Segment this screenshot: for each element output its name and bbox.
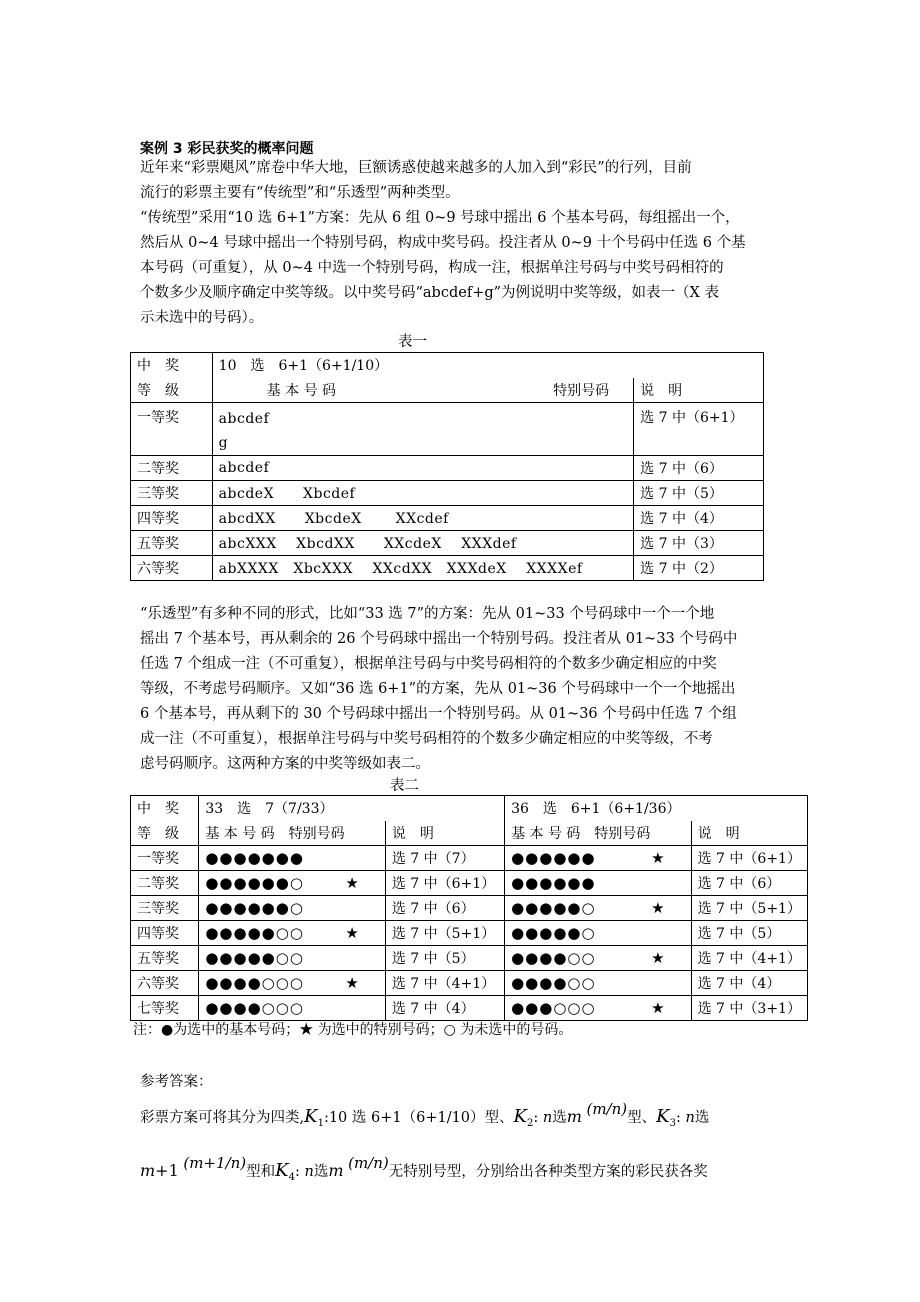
table2-basic-codes: ●●●●●○ bbox=[511, 924, 596, 942]
math-k2-sub: 2 bbox=[526, 1117, 534, 1129]
table1-level: 二等奖 bbox=[131, 456, 213, 481]
table1-caption: 表一 bbox=[398, 334, 427, 350]
table2-note-b: 选 7 中（3+1） bbox=[691, 996, 807, 1021]
table2-level: 一等奖 bbox=[131, 846, 199, 871]
answer-text: : bbox=[533, 1110, 539, 1126]
intro-line: 然后从 0~4 号球中摇出一个特别号码，构成中奖号码。投注者从 0~9 十个号码中任选 6 个基 bbox=[140, 235, 746, 251]
lotto-line: 等级，不考虑号码顺序。又如“36 选 6+1”的方案，先从 01~36 个号码球中一个一个地摇出 bbox=[140, 681, 736, 697]
table1-codes: abcdef bbox=[212, 456, 633, 481]
lotto-line: 虑号码顺序。这两种方案的中奖等级如表二。 bbox=[140, 756, 430, 772]
case-title: 案例 3 彩民获奖的概率问题 bbox=[140, 141, 314, 157]
table1-note: 选 7 中（3） bbox=[634, 531, 764, 556]
math-k3-sub: 3 bbox=[669, 1117, 676, 1129]
math-n: n bbox=[685, 1110, 695, 1126]
table2-note-b: 选 7 中（4） bbox=[691, 971, 807, 996]
answer-text: : bbox=[675, 1110, 681, 1126]
math-m: m bbox=[140, 1161, 156, 1180]
table2-head-basic-b: 基 本 号 码 特别号码 bbox=[505, 821, 692, 846]
table2-head-basic-a: 基 本 号 码 特别号码 bbox=[199, 821, 386, 846]
special-star-icon: ★ bbox=[345, 874, 359, 892]
table1-level: 五等奖 bbox=[131, 531, 213, 556]
math-m: m bbox=[328, 1161, 344, 1180]
math-k1: K bbox=[304, 1106, 318, 1127]
table2-codes-b bbox=[505, 896, 692, 921]
intro-line: 流行的彩票主要有“传统型”和“乐透型”两种类型。 bbox=[140, 185, 460, 201]
table2-note-a: 选 7 中（7） bbox=[385, 846, 504, 871]
intro-line: “传统型”采用“10 选 6+1”方案：先从 6 组 0~9 号球中摇出 6 个基本号码，每组摇出一个， bbox=[140, 210, 740, 226]
table2-level: 二等奖 bbox=[131, 871, 199, 896]
table2-basic-codes: ●●●●○○○ bbox=[205, 974, 304, 992]
table2-note-a: 选 7 中（6+1） bbox=[385, 871, 504, 896]
math-k1-sub: 1 bbox=[317, 1117, 324, 1129]
answer-text: 选 bbox=[552, 1110, 567, 1126]
table2-note-a: 选 7 中（6） bbox=[385, 896, 504, 921]
answer-text: 选 bbox=[694, 1110, 710, 1126]
table2-codes-a bbox=[199, 896, 386, 921]
lotto-line: 成一注（不可重复），根据单注号码与中奖号码相符的个数多少确定相应的中奖等级，不考 bbox=[140, 731, 713, 747]
intro-line: 示未选中的号码）。 bbox=[140, 310, 264, 326]
table1-codes: abcdXX XbcdeX XXcdef bbox=[212, 506, 633, 531]
table2-row bbox=[131, 971, 808, 996]
table2-row bbox=[131, 996, 808, 1021]
table2-basic-codes: ●●●●○○ bbox=[511, 974, 596, 992]
table2-row bbox=[131, 946, 808, 971]
answer-text: :10 选 6+1（6+1/10）型、 bbox=[323, 1110, 514, 1126]
special-star-icon: ★ bbox=[651, 999, 665, 1017]
table2 bbox=[130, 795, 808, 1021]
table2-codes-b bbox=[505, 921, 692, 946]
table2-basic-codes: ●●●●●●○ bbox=[205, 899, 304, 917]
table1 bbox=[130, 352, 764, 581]
table2-basic-codes: ●●●●●●○ bbox=[205, 874, 304, 892]
table2-note-a: 选 7 中（4） bbox=[385, 996, 504, 1021]
table2-codes-b bbox=[505, 971, 692, 996]
table1-codes-special: g bbox=[218, 435, 229, 451]
table1-note: 选 7 中（2） bbox=[634, 556, 764, 581]
math-m: m bbox=[566, 1107, 582, 1126]
answer-line-1 bbox=[140, 1102, 709, 1139]
answer-text: 彩票方案可将其分为四类, bbox=[140, 1110, 305, 1126]
special-star-icon: ★ bbox=[651, 899, 665, 917]
lotto-paragraph bbox=[140, 602, 800, 777]
table2-basic-codes: ●●●●●● bbox=[511, 874, 596, 892]
table2-codes-b bbox=[505, 871, 692, 896]
math-fraction: (m+1/n) bbox=[183, 1154, 247, 1172]
table1-head-special: 特别号码 bbox=[553, 382, 610, 399]
math-k4: K bbox=[275, 1160, 289, 1181]
answer-line-2 bbox=[140, 1156, 708, 1193]
table1-level: 三等奖 bbox=[131, 481, 213, 506]
answer-text: 型和 bbox=[246, 1164, 276, 1180]
table1-codes: abcdeX Xbcdef bbox=[212, 481, 633, 506]
table2-head-level-a: 中 奖 bbox=[131, 796, 199, 821]
table2-note-b: 选 7 中（4+1） bbox=[691, 946, 807, 971]
table1-codes: abXXXX XbcXXX XXcdXX XXXdeX XXXXef bbox=[212, 556, 633, 581]
intro-line: 本号码（可重复），从 0~4 中选一个特别号码，构成一注，根据单注号码与中奖号码相符的 bbox=[140, 260, 724, 276]
table2-head-scheme-b: 36 选 6+1（6+1/36） bbox=[505, 796, 808, 821]
table2-level: 六等奖 bbox=[131, 971, 199, 996]
answer-text: 无特别号型，分别给出各种类型方案的彩民获各奖 bbox=[388, 1164, 708, 1180]
table2-row bbox=[131, 921, 808, 946]
table2-note-a: 选 7 中（5） bbox=[385, 946, 504, 971]
table1-codes bbox=[212, 403, 633, 456]
table1-level: 一等奖 bbox=[131, 403, 213, 456]
math-k2: K bbox=[513, 1106, 527, 1127]
math-plus-one: +1 bbox=[155, 1161, 179, 1180]
table2-level: 七等奖 bbox=[131, 996, 199, 1021]
math-k4-sub: 4 bbox=[288, 1171, 295, 1183]
math-n: n bbox=[542, 1110, 553, 1126]
lotto-line: 摇出 7 个基本号，再从剩余的 26 个号码球中摇出一个特别号码。投注者从 01~33 个号码中 bbox=[140, 631, 738, 647]
table2-basic-codes: ●●●●●○○ bbox=[205, 924, 304, 942]
table1-head-level-b: 等 级 bbox=[131, 378, 213, 403]
answer-heading: 参考答案： bbox=[140, 1074, 213, 1090]
table2-basic-codes: ●●●●●● bbox=[511, 849, 596, 867]
table1-note: 选 7 中（4） bbox=[634, 506, 764, 531]
table2-note-b: 选 7 中（6） bbox=[691, 871, 807, 896]
table2-basic-codes: ●●●●●○○ bbox=[205, 949, 304, 967]
table2-head-level-b: 等 级 bbox=[131, 821, 199, 846]
table2-footnote: 注：●为选中的基本号码；★ 为选中的特别号码；○ 为未选中的号码。 bbox=[133, 1022, 573, 1038]
table1-level: 六等奖 bbox=[131, 556, 213, 581]
table2-row bbox=[131, 871, 808, 896]
table2-codes-a bbox=[199, 996, 386, 1021]
table2-level: 三等奖 bbox=[131, 896, 199, 921]
table2-note-b: 选 7 中（6+1） bbox=[691, 846, 807, 871]
table1-codes-basic: abcdef bbox=[218, 411, 270, 427]
table2-basic-codes: ●●●●○○○ bbox=[205, 999, 304, 1017]
table2-caption: 表二 bbox=[390, 778, 419, 794]
lotto-line: “乐透型”有多种不同的形式，比如“33 选 7”的方案：先从 01~33 个号码球中一个一个地 bbox=[140, 606, 715, 622]
table1-note: 选 7 中（6） bbox=[634, 456, 764, 481]
table1-note: 选 7 中（6+1） bbox=[634, 403, 764, 456]
lotto-line: 任选 7 个组成一注（不可重复），根据单注号码与中奖号码相符的个数多少确定相应的中奖 bbox=[140, 656, 717, 672]
special-star-icon: ★ bbox=[345, 974, 359, 992]
table2-note-b: 选 7 中（5） bbox=[691, 921, 807, 946]
table2-codes-a bbox=[199, 971, 386, 996]
table1-head-basic: 基 本 号 码 bbox=[266, 382, 337, 399]
table2-codes-a bbox=[199, 921, 386, 946]
table2-note-a: 选 7 中（4+1） bbox=[385, 971, 504, 996]
table1-head-note: 说 明 bbox=[634, 378, 764, 403]
answer-text: : bbox=[294, 1164, 300, 1180]
table1-head-level-a: 中 奖 bbox=[131, 353, 213, 378]
intro-line: 近年来“彩票飓风”席卷中华大地，巨额诱惑使越来越多的人加入到“彩民”的行列，目前 bbox=[140, 160, 692, 176]
table2-level: 四等奖 bbox=[131, 921, 199, 946]
special-star-icon: ★ bbox=[345, 924, 359, 942]
table2-level: 五等奖 bbox=[131, 946, 199, 971]
table2-codes-b bbox=[505, 996, 692, 1021]
answer-text: 型、 bbox=[627, 1110, 657, 1126]
math-fraction: (m/n) bbox=[586, 1100, 628, 1118]
table2-codes-a bbox=[199, 946, 386, 971]
table2-head-scheme-a: 33 选 7（7/33） bbox=[199, 796, 505, 821]
table2-basic-codes: ●●●●●●● bbox=[205, 849, 304, 867]
math-k3: K bbox=[656, 1106, 670, 1127]
table2-codes-b bbox=[505, 846, 692, 871]
answer-text: 选 bbox=[313, 1164, 329, 1180]
table1-head-scheme: 10 选 6+1（6+1/10） bbox=[212, 353, 763, 378]
table2-head-note-b: 说 明 bbox=[691, 821, 807, 846]
table1-head-codes bbox=[212, 378, 633, 403]
table2-note-b: 选 7 中（5+1） bbox=[691, 896, 807, 921]
table2-body bbox=[131, 846, 808, 1021]
math-fraction: (m/n) bbox=[348, 1154, 389, 1172]
table2-row bbox=[131, 896, 808, 921]
table2-codes-a bbox=[199, 871, 386, 896]
table2-basic-codes: ●●●○○○ bbox=[511, 999, 596, 1017]
table2-head-note-a: 说 明 bbox=[385, 821, 504, 846]
table2-codes-b bbox=[505, 946, 692, 971]
table2-basic-codes: ●●●●●○ bbox=[511, 899, 596, 917]
table2-basic-codes: ●●●●○○ bbox=[511, 949, 596, 967]
table2-note-a: 选 7 中（5+1） bbox=[385, 921, 504, 946]
lotto-line: 6 个基本号，再从剩下的 30 个号码球中摇出一个特别号码。从 01~36 个号码中任选 7 个组 bbox=[140, 706, 737, 722]
table2-row bbox=[131, 846, 808, 871]
table2-codes-a bbox=[199, 846, 386, 871]
math-n: n bbox=[304, 1164, 314, 1180]
table1-note: 选 7 中（5） bbox=[634, 481, 764, 506]
special-star-icon: ★ bbox=[651, 849, 665, 867]
table1-codes: abcXXX XbcdXX XXcdeX XXXdef bbox=[212, 531, 633, 556]
table1-level: 四等奖 bbox=[131, 506, 213, 531]
special-star-icon: ★ bbox=[651, 949, 665, 967]
intro-paragraph bbox=[140, 156, 800, 331]
intro-line: 个数多少及顺序确定中奖等级。以中奖号码“abcdef+g”为例说明中奖等级，如表一（X 表 bbox=[140, 285, 719, 301]
